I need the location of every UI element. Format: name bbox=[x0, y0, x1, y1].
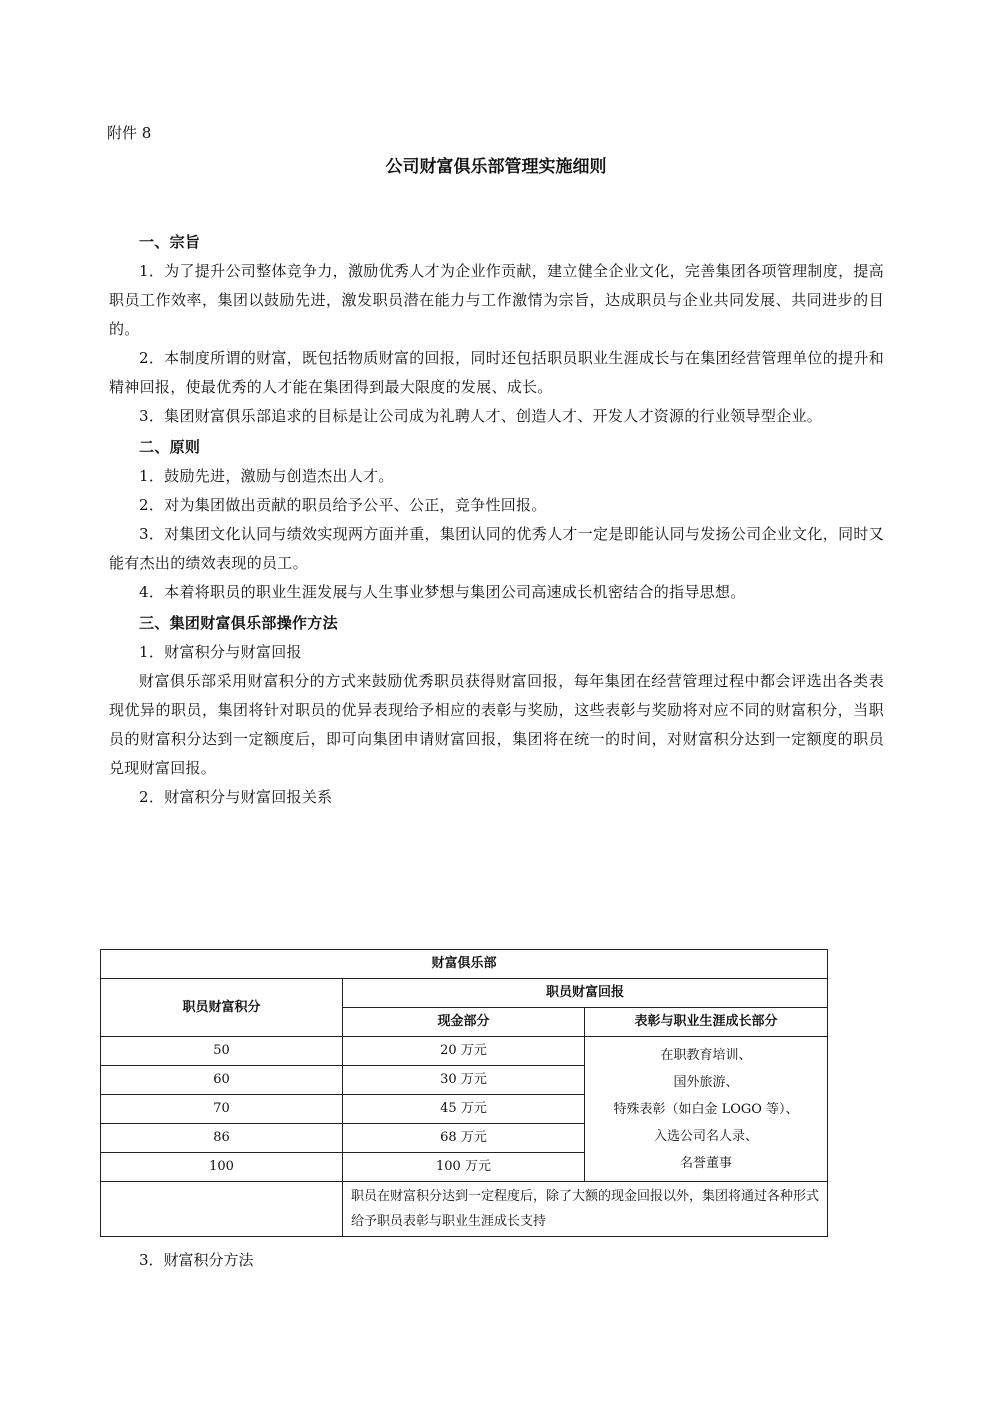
paragraph: 3．对集团文化认同与绩效实现两方面并重，集团认同的优秀人才一定是即能认同与发扬公司企业文化，同时又能有杰出的绩效表现的员工。 bbox=[109, 525, 884, 572]
document-title: 公司财富俱乐部管理实施细则 bbox=[385, 157, 607, 177]
table-cell-points: 100 bbox=[101, 1153, 343, 1182]
table-note: 职员在财富积分达到一定程度后，除了大额的现金回报以外，集团将通过各种形式给予职员表彰与职业生涯成长支持 bbox=[343, 1182, 828, 1237]
table-cell-cash: 45 万元 bbox=[343, 1095, 585, 1124]
list-item: 2．财富积分与财富回报关系 bbox=[139, 788, 333, 806]
table-cell-points: 86 bbox=[101, 1124, 343, 1153]
paragraph: 1．鼓励先进，激励与创造杰出人才。 bbox=[139, 467, 394, 485]
document-body bbox=[109, 226, 884, 812]
paragraph: 4．本着将职员的职业生涯发展与人生事业梦想与集团公司高速成长机密结合的指导思想。 bbox=[139, 583, 746, 601]
table-header-cash: 现金部分 bbox=[343, 1008, 585, 1037]
recognition-item: 国外旅游、 bbox=[673, 1074, 739, 1090]
table-header-points: 职员财富积分 bbox=[101, 979, 343, 1037]
table-header-recognition: 表彰与职业生涯成长部分 bbox=[585, 1008, 828, 1037]
attachment-label: 附件 8 bbox=[107, 124, 152, 142]
table-note-row bbox=[101, 1182, 828, 1237]
list-item: 1．财富积分与财富回报 bbox=[139, 643, 302, 661]
paragraph: 1．为了提升公司整体竞争力，激励优秀人才为企业作贡献，建立健全企业文化，完善集团各项管理制度，提高职员工作效率，集团以鼓励先进，激发职员潜在能力与工作激情为宗旨，达成职员与企业共同发展、共同进步的目的。 bbox=[109, 262, 884, 338]
table-header-reward: 职员财富回报 bbox=[343, 979, 828, 1008]
table-cell-empty bbox=[101, 1182, 343, 1237]
section-heading-operations: 三、集团财富俱乐部操作方法 bbox=[139, 614, 338, 632]
wealth-club-table bbox=[100, 949, 828, 1237]
table-cell-points: 70 bbox=[101, 1095, 343, 1124]
table-cell-cash: 20 万元 bbox=[343, 1037, 585, 1066]
section-heading-principles: 二、原则 bbox=[139, 438, 201, 456]
recognition-item: 特殊表彰（如白金 LOGO 等）、 bbox=[613, 1101, 799, 1117]
table-cell-recognition bbox=[585, 1037, 828, 1182]
table-cell-cash: 68 万元 bbox=[343, 1124, 585, 1153]
list-item: 3．财富积分方法 bbox=[139, 1251, 254, 1269]
recognition-item: 入选公司名人录、 bbox=[653, 1128, 758, 1144]
section-heading-purpose: 一、宗旨 bbox=[139, 233, 201, 251]
table-cell-cash: 30 万元 bbox=[343, 1066, 585, 1095]
table-title: 财富俱乐部 bbox=[101, 950, 828, 979]
table-cell-points: 50 bbox=[101, 1037, 343, 1066]
recognition-item: 在职教育培训、 bbox=[660, 1047, 752, 1063]
table-row bbox=[101, 1037, 828, 1066]
paragraph: 3．集团财富俱乐部追求的目标是让公司成为礼聘人才、创造人才、开发人才资源的行业领导型企业。 bbox=[139, 407, 823, 425]
table-cell-cash: 100 万元 bbox=[343, 1153, 585, 1182]
paragraph: 财富俱乐部采用财富积分的方式来鼓励优秀职员获得财富回报，每年集团在经营管理过程中都会评选出各类表现优异的职员，集团将针对职员的优异表现给予相应的表彰与奖励，这些表彰与奖励将对应不同的财富积分，当职员的财富积分达到一定额度后，即可向集团申请财富回报，集团将在统一的时间，对财富积分达到一定额度的职员兑现财富回报。 bbox=[109, 672, 884, 777]
paragraph: 2．本制度所谓的财富，既包括物质财富的回报，同时还包括职员职业生涯成长与在集团经营管理单位的提升和精神回报，使最优秀的人才能在集团得到最大限度的发展、成长。 bbox=[109, 349, 884, 396]
table-cell-points: 60 bbox=[101, 1066, 343, 1095]
recognition-item: 名誉董事 bbox=[679, 1155, 732, 1171]
paragraph: 2．对为集团做出贡献的职员给予公平、公正，竞争性回报。 bbox=[139, 496, 547, 514]
